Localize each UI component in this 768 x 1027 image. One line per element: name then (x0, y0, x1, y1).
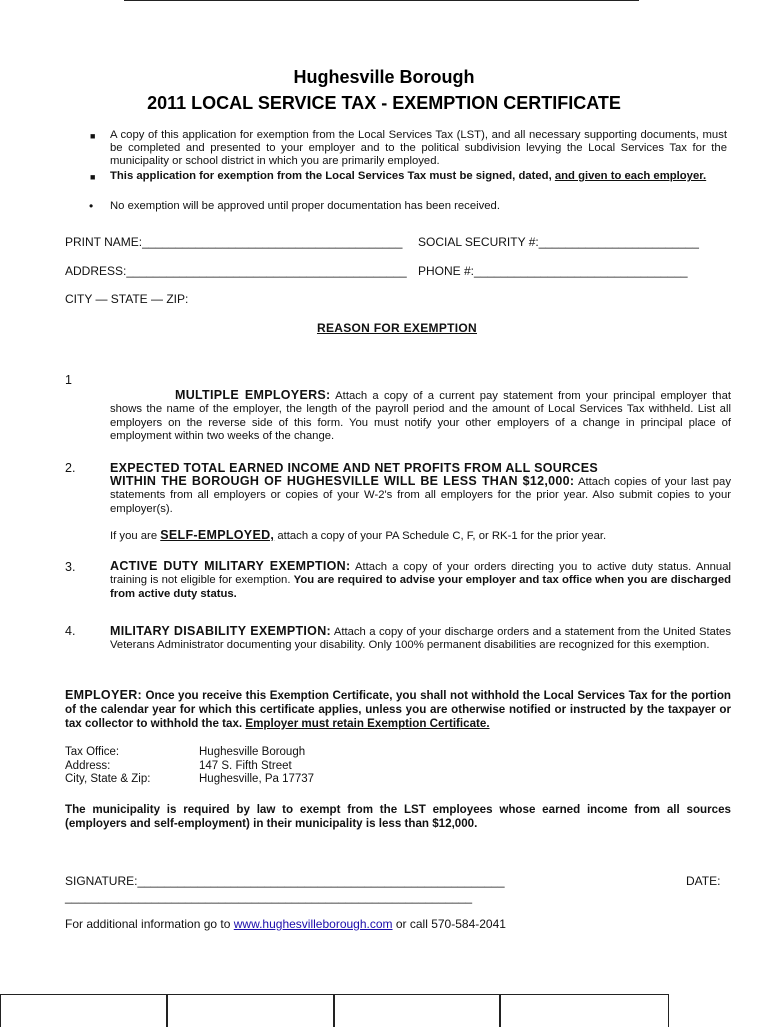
reason-2-number: 2. (65, 461, 76, 475)
address-label: Address: (65, 759, 111, 772)
print-name-field[interactable]: PRINT NAME:_______________________________________ (65, 235, 403, 249)
employer-text: Once you receive this Exemption Certificate, you shall not withhold the Local Services Tax for the portion of the calendar year for which this certificate applies, unless you are otherwise notified or instructed by the taxpayer or tax collector to withhold the tax. (65, 689, 731, 730)
reason-3-title: ACTIVE DUTY MILITARY EXEMPTION: (110, 559, 351, 573)
self-employed-post: attach a copy of your PA Schedule C, F, or RK-1 for the prior year. (274, 530, 607, 542)
signature-second-line: _____________________________________________________________ (65, 890, 473, 904)
bullet-1: A copy of this application for exemption from the Local Services Tax (LST), and all necessary supporting documents, must be completed and presented to your employer and to the political subdivision levying the Local Services Tax for the municipality or school district in which you are primarily employed. (110, 129, 727, 167)
bullet-square-icon: ■ (90, 172, 96, 182)
reason-2-title-line1: EXPECTED TOTAL EARNED INCOME AND NET PROFITS FROM ALL SOURCES (110, 461, 599, 475)
city-state-zip-label: City, State & Zip: (65, 773, 151, 785)
bullet-2 (110, 170, 710, 183)
bullet-dot-icon: • (89, 199, 94, 213)
city-state-zip-field[interactable]: CITY — STATE — ZIP: (65, 292, 189, 306)
reason-2-title-line2: WITHIN THE BOROUGH OF HUGHESVILLE WILL BE LESS THAN $12,000: (110, 474, 575, 488)
bottom-table-cell (166, 994, 335, 1027)
reason-2-text: Attach copies of your last pay statements from all employers or copies of your W-2's from all employers for the prior year. Also submit copies to your employer(s). (110, 476, 731, 515)
reason-1 (110, 389, 731, 443)
form-title: 2011 LOCAL SERVICE TAX - EXEMPTION CERTIFICATE (147, 93, 621, 113)
reason-3-bold-text: You are required to advise your employer and tax office when you are discharged from active duty status. (110, 574, 732, 600)
reason-4 (110, 625, 731, 653)
reason-4-title: MILITARY DISABILITY EXEMPTION: (110, 624, 331, 638)
reason-1-title: MULTIPLE EMPLOYERS: (175, 388, 331, 402)
signature-field[interactable]: SIGNATURE:_______________________________________________________ (65, 874, 505, 888)
bullet-3: No exemption will be approved until proper documentation has been received. (110, 200, 500, 212)
phone-field[interactable]: PHONE #:________________________________ (418, 264, 688, 278)
self-employed-emphasis: SELF-EMPLOYED, (160, 528, 275, 542)
footer-pre: For additional information go to (65, 917, 234, 931)
bottom-table-cell (499, 994, 669, 1027)
reason-1-text: Attach a copy of a current pay statement from your principal employer that shows the name of the employer, the length of the payroll period and the amount of Local Services Tax withheld. List all employers on the reverse side of this form. You must notify your other employers of a change in principal place of employment within two weeks of the change. (110, 390, 732, 442)
address-field[interactable]: ADDRESS:__________________________________________ (65, 264, 407, 278)
employer-label: EMPLOYER: (65, 688, 143, 702)
reason-heading: REASON FOR EXEMPTION (316, 321, 477, 335)
address-value: 147 S. Fifth Street (199, 759, 292, 772)
footer-post: or call 570-584-2041 (392, 917, 506, 931)
municipality-title: Hughesville Borough (293, 67, 475, 87)
tax-office-label: Tax Office: (65, 746, 120, 758)
reason-4-text: Attach a copy of your discharge orders and a statement from the United States Veterans Administrator documenting your disability. Only 100% permanent disabilities are recognized for this exemption. (110, 626, 731, 652)
reason-2-self-employed (110, 529, 731, 543)
date-label: DATE: (686, 874, 721, 888)
bottom-table-cell (0, 994, 168, 1027)
employer-retain: Employer must retain Exemption Certificate. (245, 717, 490, 730)
footer-info (65, 917, 506, 931)
tax-office-labels (65, 746, 150, 787)
reason-3-number: 3. (65, 560, 76, 574)
website-link[interactable]: www.hughesvilleborough.com (233, 917, 393, 931)
reason-1-number: 1 (65, 373, 72, 387)
bottom-table-cell (333, 994, 501, 1027)
bullet-square-icon: ■ (90, 131, 96, 141)
bullet-2-text: This application for exemption from the Local Services Tax must be signed, dated, (110, 170, 555, 182)
tax-office-value: Hughesville Borough (199, 746, 306, 758)
reason-4-number: 4. (65, 624, 76, 638)
ssn-field[interactable]: SOCIAL SECURITY #:________________________ (418, 235, 699, 249)
reason-3 (110, 560, 731, 601)
bullet-2-emphasis: and given to each employer. (554, 170, 707, 182)
self-employed-pre: If you are (110, 530, 161, 542)
city-state-zip-value: Hughesville, Pa 17737 (199, 773, 315, 785)
top-rule (124, 0, 639, 1)
reason-2 (110, 475, 731, 516)
reason-3-text: Attach a copy of your orders directing you to active duty status. Annual training is not eligible for exemption. (110, 561, 731, 587)
municipality-note: The municipality is required by law to exempt from the LST employees whose earned income from all sources (employers and self-employment) in their municipality is less than $12,000. (65, 803, 731, 830)
tax-office-values (199, 746, 314, 787)
employer-paragraph (65, 688, 731, 731)
